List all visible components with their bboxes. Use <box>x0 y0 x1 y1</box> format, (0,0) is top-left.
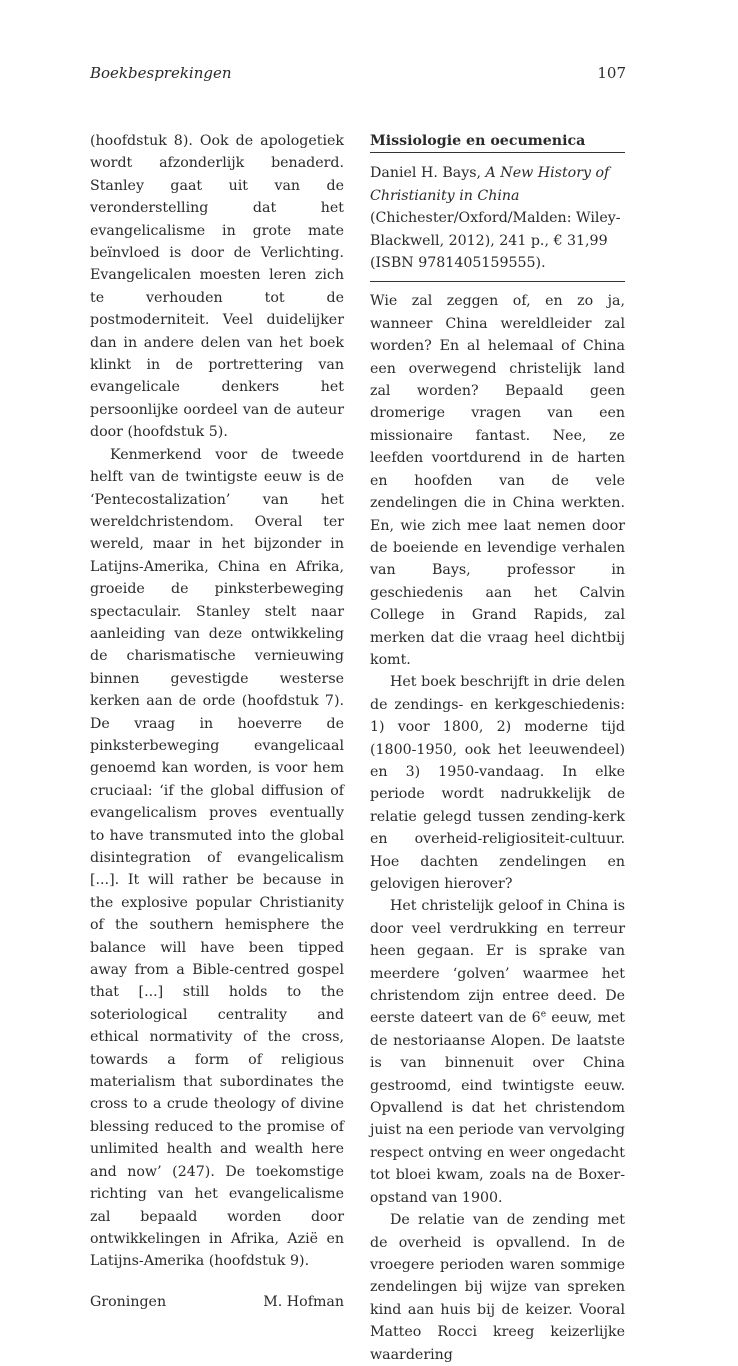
right-paragraph-3 <box>370 895 625 1209</box>
running-head-section: Boekbesprekingen <box>90 64 232 82</box>
section-heading: Missiologie en oecumenica <box>370 133 586 149</box>
bibliographic-entry <box>370 153 625 281</box>
right-paragraph-3-part-a: Het christelijk geloof in China is door veel verdrukking en terreur heen gegaan. Er is sprake van meerdere ‘golven’ waarmee het christendom zijn entree deed. De eerste dateert van de 6 <box>370 898 625 1027</box>
right-paragraph-2: Het boek beschrijft in drie delen de zendings- en kerkgeschiedenis: 1) voor 1800, 2) moderne tijd (1800-1950, ook het leeuwendeel) en 3) 1950-vandaag. In elke periode wordt nadrukkelijk de relatie gelegd tussen zending-kerk en overheid-religiositeit-cultuur. Hoe dachten zendelingen en gelovigen hierover? <box>370 674 625 892</box>
running-head <box>90 64 626 84</box>
left-column <box>90 130 344 1313</box>
biblio-author: Daniel H. Bays, <box>370 165 486 182</box>
right-paragraph-1: Wie zal zeggen of, en zo ja, wanneer China wereldleider zal worden? En al helemaal of China een overwegend christelijk land zal worden? Bepaald geen dromerige vragen van een missionaire fantast. Nee, ze leefden voortdurend in de harten en hoofden van de vele zendelingen die in China werkten. En, wie zich mee laat nemen door de boeiende en levendige verhalen van Bays, professor in geschiedenis aan het Calvin College in Grand Rapids, zal merken dat die vraag heel dichtbij komt. <box>370 293 625 668</box>
right-paragraph-3-part-b: eeuw, met de nestoriaanse Alopen. De laatste is van binnenuit over China gestroomd, eind twintigste eeuw. Opvallend is dat het christendom juist na een periode van vervolging respect ontving en weer ongedacht tot bloei kwam, zoals na de Boxer-opstand van 1900. <box>370 1010 626 1206</box>
divider-bottom <box>370 281 625 282</box>
signature-author: M. Hofman <box>263 1293 344 1310</box>
signature-place: Groningen <box>90 1293 167 1310</box>
page-number: 107 <box>597 64 626 82</box>
biblio-details: (Chichester/Oxford/Malden: Wiley-Blackwell, 2012), 241 p., € 31,99 (ISBN 9781405159555). <box>370 210 621 272</box>
left-paragraph-1: (hoofdstuk 8). Ook de apologetiek wordt afzonderlijk benaderd. Stanley gaat uit van de veronderstelling dat het evangelicalisme in grote mate beïnvloed is door de Verlichting. Evangelicalen moesten leren zich te verhouden tot de postmoderniteit. Veel duidelijker dan in andere delen van het boek klinkt in de portrettering van evangelicale denkers het persoonlijke oordeel van de auteur door (hoofdstuk 5). <box>90 133 344 441</box>
right-column <box>370 130 625 1366</box>
ordinal-superscript: e <box>540 1009 547 1020</box>
left-paragraph-2: Kenmerkend voor de tweede helft van de twintigste eeuw is de ‘Pentecostalization’ van het wereldchristendom. Overal ter wereld, maar in het bijzonder in Latijns-Amerika, China en Afrika, groeide de pinksterbeweging spectaculair. Stanley stelt naar aanleiding van deze ontwikkeling de charismatische vernieuwing binnen gevestigde westerse kerken aan de orde (hoofdstuk 7). De vraag in hoeverre de pinksterbeweging evangelicaal genoemd kan worden, is voor hem cruciaal: ‘if the global diffusion of evangelicalism proves eventually to have transmuted into the global disintegration of evangelicalism [...]. It will rather be because in the explosive popular Christianity of the southern hemisphere the balance will have been tipped away from a Bible-centred gospel that [...] still holds to the soteriological centrality and ethical normativity of the cross, towards a form of religious materialism that subordinates the cross to a crude theology of divine blessing reduced to the promise of unlimited health and wealth here and now’ (247). De toekomstige richting van het evangelicalisme zal bepaald worden door ontwikkelingen in Afrika, Azië en Latijns-Amerika (hoofdstuk 9). <box>90 446 344 1270</box>
biblio-title: A New History of Christianity in China <box>370 165 610 204</box>
right-paragraph-4: De relatie van de zending met de overheid is opvallend. In de vroegere perioden waren sommige zendelingen bij wijze van spreken kind aan huis bij de keizer. Vooral Matteo Rocci kreeg keizerlijke waardering <box>370 1212 625 1363</box>
review-signature <box>90 1291 344 1313</box>
